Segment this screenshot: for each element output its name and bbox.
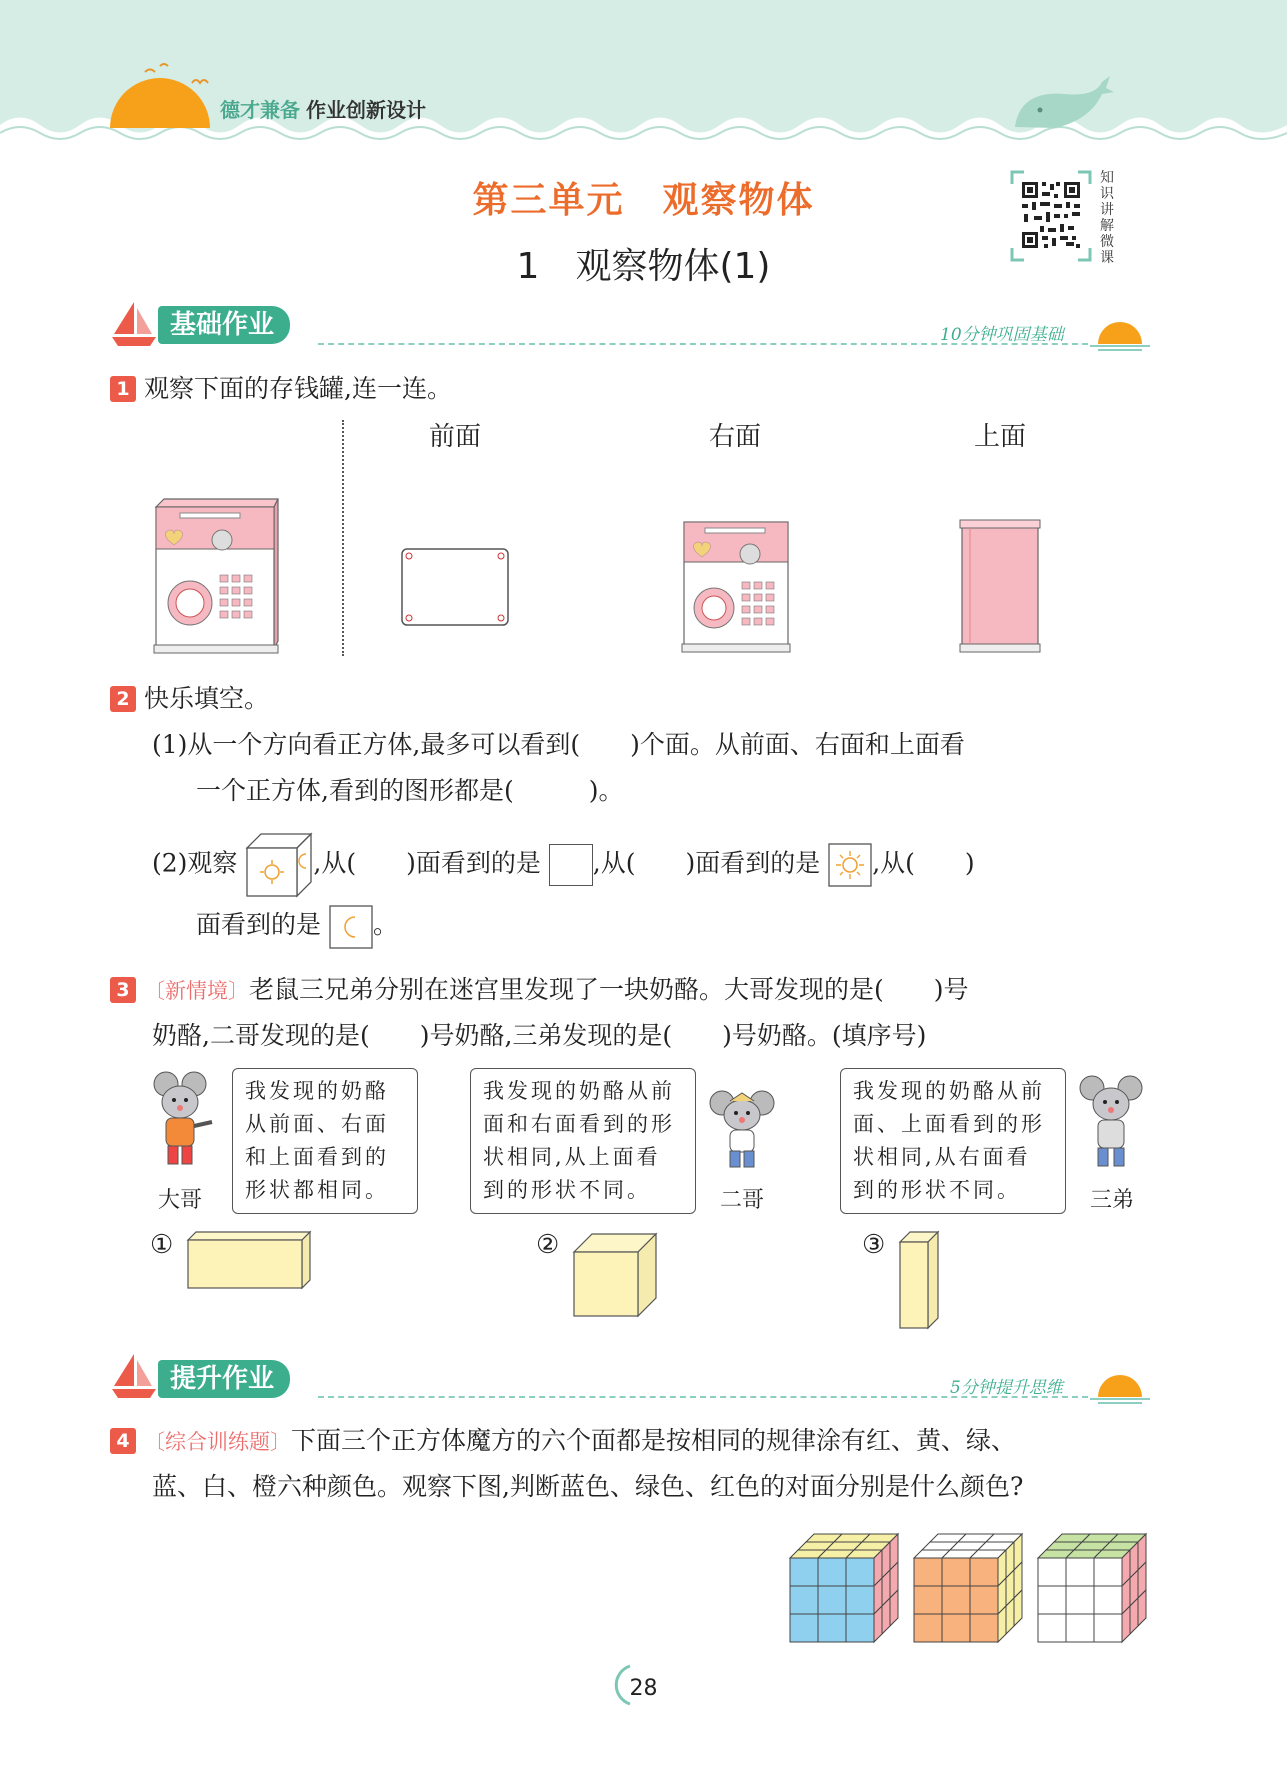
sun-face-icon	[828, 843, 872, 887]
cheese-option-3-shape[interactable]	[898, 1230, 940, 1330]
bubble-line: 到的形状不同。	[483, 1178, 651, 1202]
question-number: 4	[110, 1428, 136, 1454]
question-number: 1	[110, 376, 136, 402]
page-number: 28	[629, 1676, 658, 1701]
view-option-side-shape[interactable]	[958, 518, 1042, 658]
q2-part2-e: 面看到的是	[196, 910, 322, 939]
view-label-right: 右面	[708, 422, 761, 452]
qr-caption: 知识讲解微课	[1100, 170, 1114, 266]
question-3-tag: 〔新情境〕	[144, 979, 249, 1003]
q2-part2-d: ,从( )	[872, 848, 975, 878]
section-advanced-time: 5分钟提升思维	[950, 1378, 1063, 1398]
section-basic	[158, 306, 290, 344]
view-label-front: 前面	[428, 422, 481, 452]
moon-face-icon	[329, 905, 373, 949]
option-2-label: ②	[536, 1230, 560, 1260]
speech-bubble-third-brother	[840, 1068, 1066, 1214]
question-1	[110, 366, 452, 412]
question-number: 2	[110, 686, 136, 712]
speech-bubble-second-brother	[470, 1068, 696, 1214]
rubik-cubes	[788, 1532, 1160, 1644]
question-4-line2: 蓝、白、橙六种颜色。观察下图,判断蓝色、绿色、红色的对面分别是什么颜色?	[152, 1472, 1024, 1501]
sunset-icon	[1090, 312, 1150, 352]
bubble-line: 面和右面看到的形	[483, 1112, 675, 1136]
q2-part2-a: (2)观察	[152, 848, 238, 878]
question-3-line1: 老鼠三兄弟分别在迷宫里发现了一块奶酪。大哥发现的是( )号	[249, 975, 969, 1004]
bubble-line: 状相同,从右面看	[853, 1145, 1031, 1169]
bubble-line: 从前面、右面	[245, 1112, 389, 1136]
q2-part2-line1	[152, 832, 975, 898]
question-number: 3	[110, 977, 136, 1003]
view-label-top: 上面	[973, 422, 1026, 452]
rubik-cube-1	[788, 1532, 902, 1644]
bubble-line: 我发现的奶酪从前	[483, 1079, 675, 1103]
name-second-brother: 二哥	[720, 1188, 765, 1213]
bubble-line: 面、上面看到的形	[853, 1112, 1045, 1136]
sailboat-icon	[110, 300, 160, 348]
section-advanced	[158, 1360, 290, 1398]
mouse-second-brother-icon	[708, 1085, 778, 1180]
blank-square-icon	[549, 844, 593, 886]
section-basic-time: 10分钟巩固基础	[940, 325, 1064, 345]
sun-icon	[105, 60, 215, 130]
option-1-label: ①	[150, 1230, 174, 1260]
view-option-front-shape[interactable]	[398, 545, 513, 630]
q2-part1-line2: 一个正方体,看到的图形都是( )。	[196, 776, 624, 805]
lesson-title: 1 观察物体(1)	[516, 246, 771, 287]
mouse-third-brother-icon	[1078, 1072, 1148, 1180]
q2-part2-c: ,从( )面看到的是	[592, 848, 821, 878]
bubble-line: 状相同,从上面看	[483, 1145, 661, 1169]
question-4-line1: 下面三个正方体魔方的六个面都是按相同的规律涂有红、黄、绿、	[291, 1426, 1017, 1455]
name-big-brother: 大哥	[158, 1188, 203, 1213]
q2-part2-b: ,从( )面看到的是	[313, 848, 541, 878]
bubble-line: 我发现的奶酪	[245, 1079, 389, 1103]
section-basic-label: 基础作业	[158, 306, 290, 344]
cheese-option-2-shape[interactable]	[572, 1232, 658, 1318]
bubble-line: 到的形状不同。	[853, 1178, 1021, 1202]
piggy-bank-3d-image	[150, 495, 285, 655]
question-2	[110, 676, 269, 722]
sailboat-icon	[110, 1352, 160, 1400]
brand-dark: 作业创新设计	[306, 98, 426, 122]
cheese-option-1-shape[interactable]	[186, 1230, 312, 1290]
bird-icon	[190, 75, 210, 89]
bubble-line: 和上面看到的	[245, 1145, 389, 1169]
question-3	[110, 967, 969, 1014]
bubble-line: 我发现的奶酪从前	[853, 1079, 1045, 1103]
question-2-text: 快乐填空。	[144, 684, 270, 713]
q2-part1-line1: (1)从一个方向看正方体,最多可以看到( )个面。从前面、右面和上面看	[152, 730, 965, 759]
question-1-text: 观察下面的存钱罐,连一连。	[144, 374, 452, 403]
speech-bubble-big-brother	[232, 1068, 418, 1214]
mouse-big-brother-icon	[150, 1070, 220, 1180]
unit-title: 第三单元 观察物体	[472, 180, 815, 221]
qr-code-icon[interactable]	[1010, 170, 1092, 262]
dotted-divider	[342, 420, 344, 656]
cube-sun-moon-icon	[245, 832, 313, 898]
name-third-brother: 三弟	[1090, 1188, 1135, 1213]
view-option-piggy-front[interactable]	[680, 518, 792, 658]
brand-text	[220, 94, 426, 123]
brand-green: 德才兼备	[220, 98, 300, 122]
rubik-cube-3	[1036, 1532, 1150, 1644]
q2-part2-line2	[196, 902, 398, 949]
question-3-line2: 奶酪,二哥发现的是( )号奶酪,三弟发现的是( )号奶酪。(填序号)	[152, 1021, 927, 1050]
sunset-icon	[1090, 1365, 1150, 1405]
question-4-tag: 〔综合训练题〕	[144, 1430, 291, 1454]
option-3-label: ③	[862, 1230, 886, 1260]
whale-icon	[1010, 72, 1115, 132]
section-advanced-label: 提升作业	[158, 1360, 290, 1398]
bubble-line: 形状都相同。	[245, 1178, 389, 1202]
rubik-cube-2	[912, 1532, 1026, 1644]
q2-part2-end: 。	[372, 910, 398, 939]
question-4	[110, 1418, 1016, 1465]
